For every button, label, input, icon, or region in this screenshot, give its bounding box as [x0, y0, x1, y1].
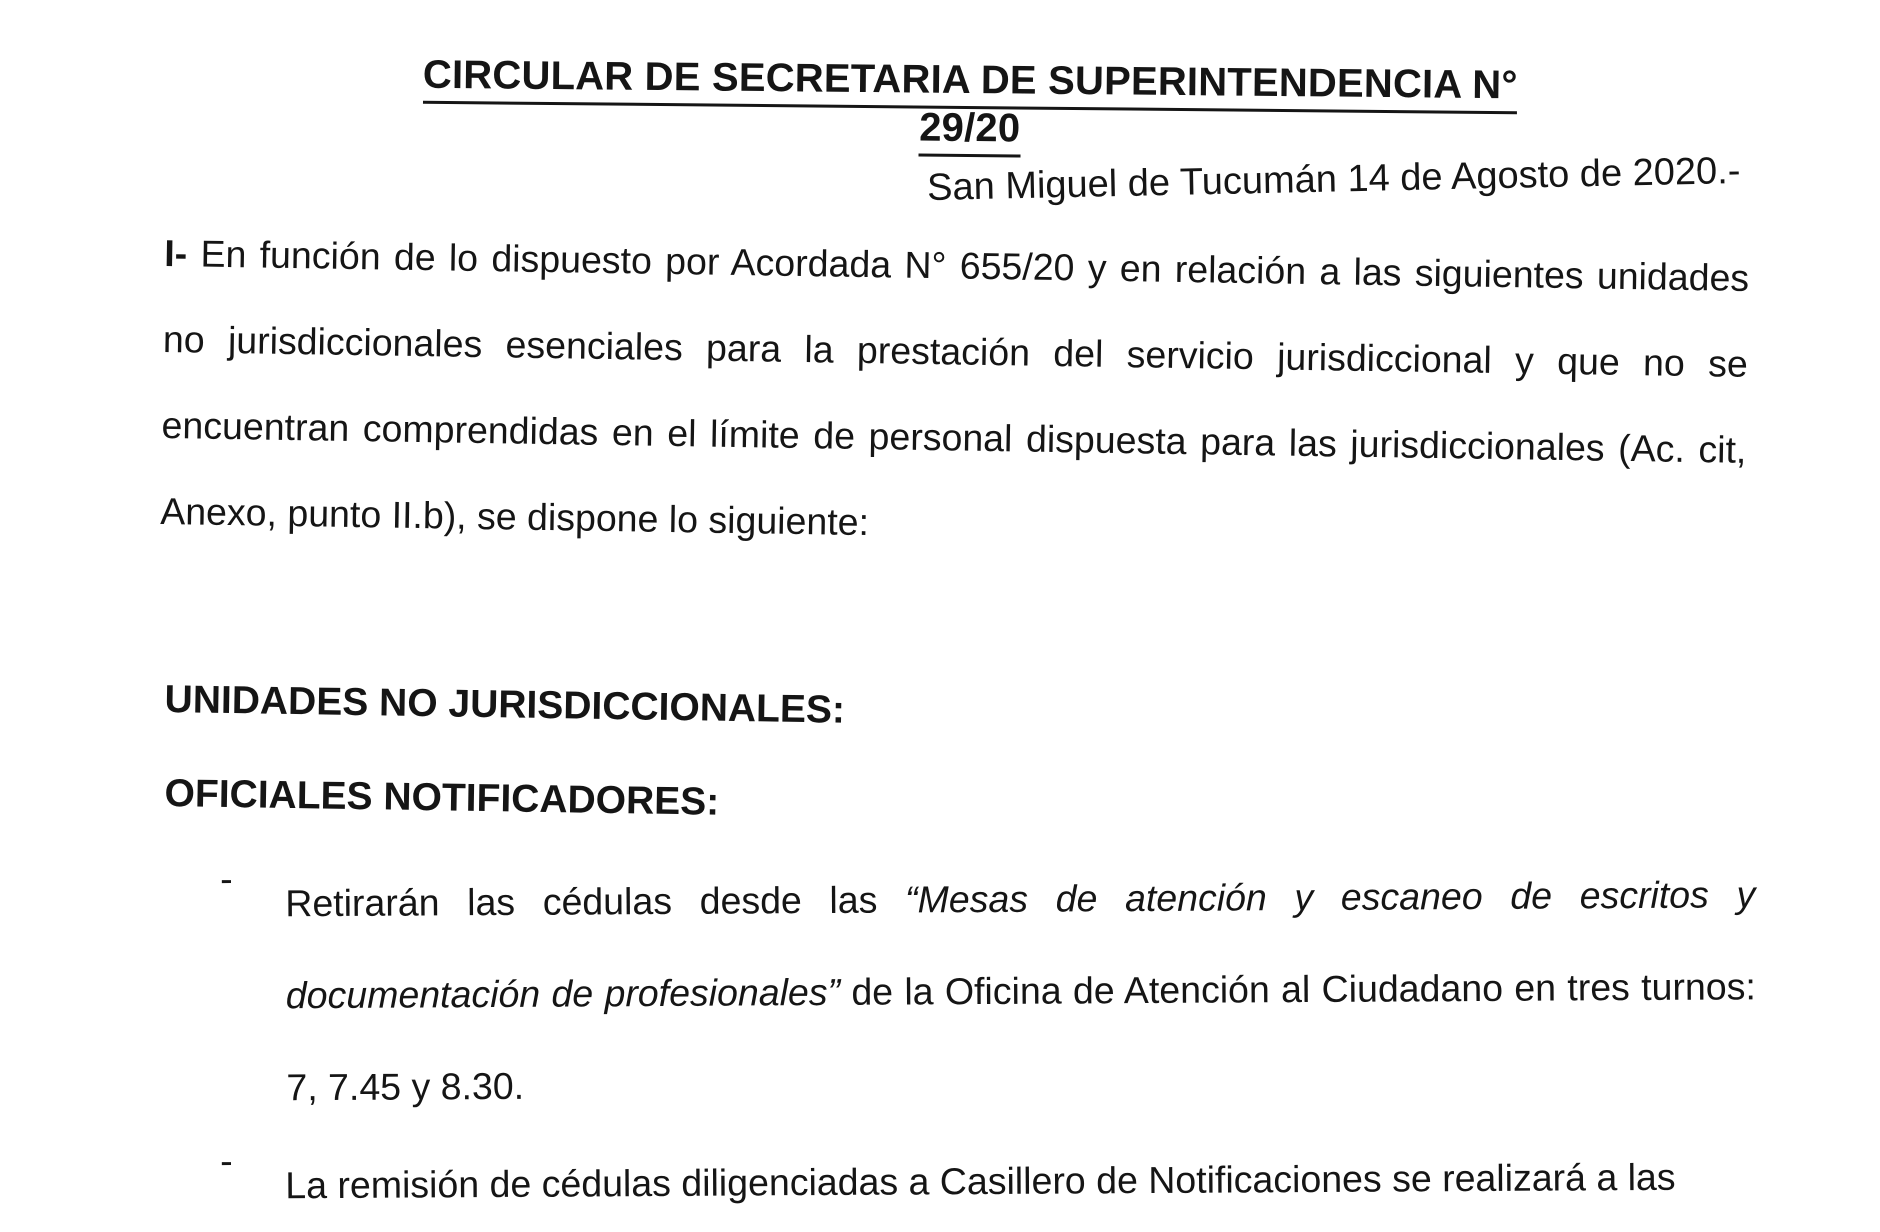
bullet-text-part1: Retirarán las cédulas desde las [285, 878, 906, 925]
heading-officials: OFICIALES NOTIFICADORES: [164, 771, 720, 824]
bullet-text-italic: “Mesas de atención y escaneo de escritos y documentación de profesionales” [285, 873, 1756, 1017]
dateline: San Miguel de Tucumán 14 de Agosto de 2020.- [926, 150, 1741, 210]
bullet-item [165, 848, 1757, 1134]
intro-text: En función de lo dispuesto por Acordada N° 655/20 y en relación a las siguientes unidades no jurisdiccionales esenciales para la prestación del servicio jurisdiccional y que no se encuentran comprendidas en el límite de personal dispuesta para las jurisdiccionales (Ac. cit, Anexo, punto II.b), se dispone lo siguiente: [159, 232, 1750, 544]
bullet-text [285, 848, 1757, 1133]
intro-paragraph [160, 210, 1750, 579]
bullet-dash: - [219, 857, 233, 900]
bullet-item [165, 1130, 1756, 1232]
document-title-text: CIRCULAR DE SECRETARIA DE SUPERINTENDENCIA N° 29/20 [423, 53, 1518, 158]
bullet-text: La remisión de cédulas diligenciadas a Casillero de Notificaciones se realizará a las [285, 1155, 1676, 1207]
document-title [380, 50, 1561, 157]
intro-lead: I- [163, 231, 188, 275]
bullet-text-part2: de la Oficina de Atención al Ciudadano en tres turnos: 7, 7.45 y 8.30. [286, 965, 1756, 1109]
heading-units: UNIDADES NO JURISDICCIONALES: [164, 677, 846, 732]
bullet-dash: - [219, 1139, 233, 1182]
